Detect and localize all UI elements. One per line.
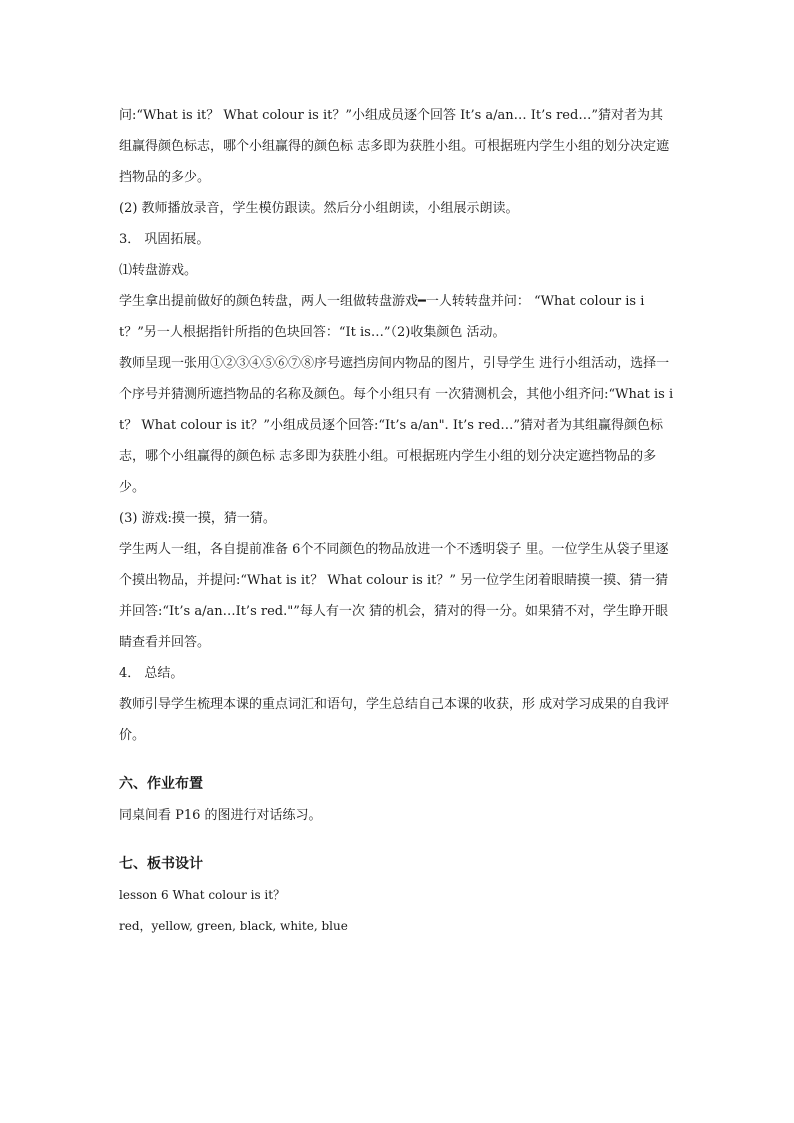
paragraph-summary: 教师引导学生梳理本课的重点词汇和语句，学生总结自己本课的收获，形 成对学习成果的自我评价。	[119, 697, 670, 743]
section-3-title: 3． 巩固拓展。	[119, 232, 210, 247]
paragraph-homework: 同桌间看 P16 的图进行对话练习。	[119, 808, 322, 823]
subsection-spinner-game-title: ⑴转盘游戏。	[119, 263, 198, 278]
subsection-touch-guess-title: (3) 游戏:摸一摸，猜一猜。	[119, 511, 276, 526]
heading-homework: 六、作业布置	[119, 776, 203, 792]
heading-board-design: 七、板书设计	[119, 856, 203, 872]
section-4-title: 4． 总结。	[119, 666, 184, 681]
paragraph-guess-game-ending: 问:“What is it？ What colour is it？”小组成员逐个回答 It’s a/an… It’s red…”猜对者为其组赢得颜色标志，哪个小组赢得的颜色标 志多即为获胜小组。可根据班内学生小组的划分决定遮挡物品的多少。	[119, 108, 670, 185]
paragraph-spinner-game: 学生拿出提前做好的颜色转盘，两人一组做转盘游戏━一人转转盘并问： “What colour is it？”另一人根据指针所指的色块回答：“It is…”（2)收集颜色 活动。	[119, 294, 645, 340]
board-colour-words: red，yellow, green, black, white, blue	[119, 919, 348, 933]
paragraph-touch-guess: 学生两人一组，各自提前准备 6个不同颜色的物品放进一个不透明袋子 里。一位学生从袋子里逐个摸出物品，并提问:“What is it？ What colour is it？” 另一位学生闭着眼睛摸一摸、猜一猜并回答:“It’s a/an…It’s red."”每人有一次 猜的机会，猜对的得一分。如果猜不对，学生睁开眼睛查看并回答。	[119, 542, 669, 650]
document-body	[119, 100, 675, 942]
paragraph-step-2-reading: (2) 教师播放录音，学生模仿跟读。然后分小组朗读，小组展示朗读。	[119, 201, 519, 216]
paragraph-collect-colours: 教师呈现一张用①②③④⑤⑥⑦⑧序号遮挡房间内物品的图片，引导学生 进行小组活动，选择一个序号并猜测所遮挡物品的名称及颜色。每个小组只有 一次猜测机会，其他小组齐问:“What is it？ What colour is it？”小组成员逐个回答:“It’s a/an". It’s red…”猜对者为其组赢得颜色标志，哪个小组赢得的颜色标 志多即为获胜小组。可根据班内学生小组的划分决定遮挡物品的多少。	[119, 356, 674, 495]
board-lesson-title: lesson 6 What colour is it？	[119, 888, 286, 902]
